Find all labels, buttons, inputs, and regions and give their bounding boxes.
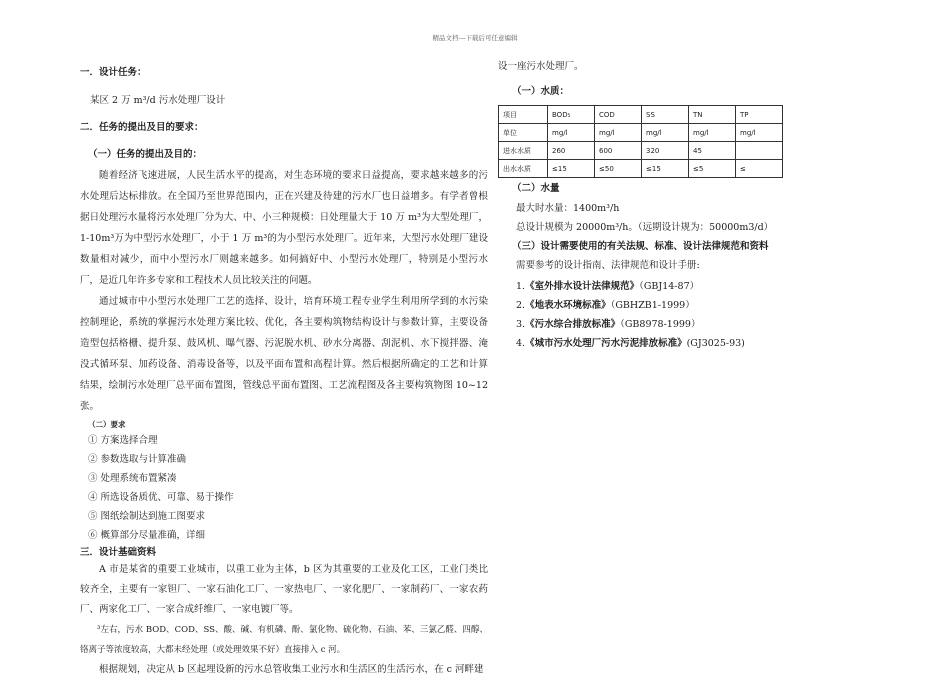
table-cell: mg/l: [642, 124, 689, 142]
list-item: [516, 296, 788, 315]
table-cell: mg/l: [689, 124, 736, 142]
table-cell: BOD₅: [548, 106, 595, 124]
right-column: [498, 60, 788, 353]
table-cell: ≤50: [595, 160, 642, 178]
table-cell: COD: [595, 106, 642, 124]
section-2-1-title: （一）任务的提出及目的：: [88, 149, 203, 161]
reference-code: (GJ3025-93): [686, 338, 745, 350]
list-item: ② 参数选取与计算准确: [88, 453, 187, 465]
table-cell: 320: [642, 142, 689, 160]
section-3-paragraph-2: ³左右，污水 BOD、COD、SS、酸、碱、有机磷、酚、氯化物、硫化物、石油、苯、三氯乙醛、四醇、铬离子等浓度较高，大都未经处理（或处理效果不好）直接排入 c 河。: [80, 625, 488, 656]
list-item: ④ 所选设备质优、可靠、易于操作: [88, 491, 234, 503]
reference-number: 4.: [516, 338, 526, 350]
table-cell: mg/l: [548, 124, 595, 142]
section-3-paragraph-1: A 市是某省的重要工业城市，以重工业为主体，b 区为其重要的工业及化工区，工业门类比较齐全，主要有一家钽厂、一家石油化工厂、一家热电厂、一家化肥厂、一家制药厂、一家农药厂、两家化工厂、一家合成纤维厂、一家电镀厂等。: [80, 564, 488, 616]
table-cell: 单位: [499, 124, 548, 142]
water-volume-max: 最大时水量：1400m³/h: [516, 203, 620, 215]
table-cell: 项目: [499, 106, 548, 124]
section-2-title: 二．任务的提出及目的要求：: [80, 122, 204, 134]
list-item: ③ 处理系统布置紧凑: [88, 472, 177, 484]
table-row: [499, 160, 783, 178]
water-quality-table: [498, 105, 783, 178]
reference-number: 3.: [516, 319, 526, 331]
left-column: [80, 60, 488, 680]
section-2-1-paragraph-2: 通过城市中小型污水处理厂工艺的选择、设计，培育环境工程专业学生利用所学到的水污染控制理论，系统的掌握污水处理方案比较、优化，各主要构筑物结构设计与参数计算，主要设备造型包括格栅、提升泵、鼓风机、曝气器、污泥脱水机、砂水分离器、刮泥机、水下搅拌器、淹没式循环泵、加药设备、消毒设备等，以及平面布置和高程计算。然后根据所确定的工艺和计算结果，绘制污水处理厂总平面布置图，管线总平面布置图、工艺流程图及各主要构筑物图 10~12 张。: [80, 295, 488, 412]
table-cell: ≤15: [548, 160, 595, 178]
list-item: [516, 277, 788, 296]
table-cell: 出水水质: [499, 160, 548, 178]
section-1-title: 一．设计任务：: [80, 67, 147, 78]
table-cell: ≤: [736, 160, 783, 178]
table-cell: 进水水质: [499, 142, 548, 160]
section-2-2-title: （二）要求: [88, 419, 126, 429]
water-volume-title: （二）水量: [512, 183, 560, 195]
reference-number: 2.: [516, 300, 526, 312]
reference-name: 《室外排水设计法律规范》: [525, 281, 640, 293]
reference-name: 《污水综合排放标准》: [525, 319, 621, 331]
table-cell: ≤5: [689, 160, 736, 178]
reference-number: 1.: [516, 281, 526, 293]
list-item: [516, 315, 788, 334]
reference-name: 《城市污水处理厂污水污泥排放标准》: [525, 338, 687, 350]
list-item: ① 方案选择合理: [88, 434, 158, 446]
table-cell: [736, 142, 783, 160]
table-cell: 600: [595, 142, 642, 160]
page-header: 精品文档---下载后可任意编辑: [432, 34, 518, 42]
references-list: [498, 277, 788, 353]
reference-code: （GB8978-1999）: [620, 319, 701, 331]
table-cell: 45: [689, 142, 736, 160]
reference-name: 《地表水环境标准》: [525, 300, 611, 312]
table-row: [499, 124, 783, 142]
list-item: ⑤ 图纸绘制达到施工图要求: [88, 510, 206, 522]
table-cell: SS: [642, 106, 689, 124]
list-item: [516, 334, 788, 353]
requirements-list: [80, 431, 488, 545]
continued-text: 设一座污水处理厂。: [498, 61, 584, 72]
table-cell: mg/l: [595, 124, 642, 142]
section-3-paragraph-3: 根据规划，决定从 b 区起埋设新的污水总管收集工业污水和生活区的生活污水，在 c 河畔建: [99, 664, 484, 676]
table-cell: TP: [736, 106, 783, 124]
section-2-1-paragraph-1: 随着经济飞速进展，人民生活水平的提高，对生态环境的要求日益提高，要求越来越多的污水处理后达标排放。在全国乃至世界范围内，正在兴建及待建的污水厂也日益增多。有学者曾根据日处理污水量将污水处理厂分为大、中、小三种规模：日处理量大于 10 万 m³为大型处理厂，1-10m³万为中型污水处理厂，小于 1 万 m³的为小型污水处理厂。近年来，大型污水处理厂建设数量相对减少，而中小型污水厂则越来越多。如何搞好中、小型污水处理厂，特别是小型污水厂，是近几年许多专家和工程技术人员比较关注的问题。: [80, 169, 488, 286]
section-3-title: 三．设计基础资料: [80, 546, 157, 558]
reference-code: （GBJ14-87）: [639, 281, 700, 293]
table-cell: ≤15: [642, 160, 689, 178]
table-cell: 260: [548, 142, 595, 160]
water-volume-total: 总设计规模为 20000m³/h。（远期设计规为：50000m3/d）: [516, 222, 774, 234]
table-row: [499, 106, 783, 124]
reference-code: （GBHZB1-1999）: [610, 300, 695, 312]
table-cell: mg/l: [736, 124, 783, 142]
section-1-body: 某区 2 万 m³/d 污水处理厂设计: [90, 94, 226, 106]
regulations-intro: 需要参考的设计指南、法律规范和设计手册:: [516, 260, 700, 272]
water-quality-title: （一）水质：: [512, 85, 570, 97]
table-cell: TN: [689, 106, 736, 124]
list-item: ⑥ 概算部分尽量准确，详细: [88, 529, 206, 541]
regulations-title: （三）设计需要使用的有关法规、标准、设计法律规范和资料: [512, 241, 769, 253]
table-row: [499, 142, 783, 160]
